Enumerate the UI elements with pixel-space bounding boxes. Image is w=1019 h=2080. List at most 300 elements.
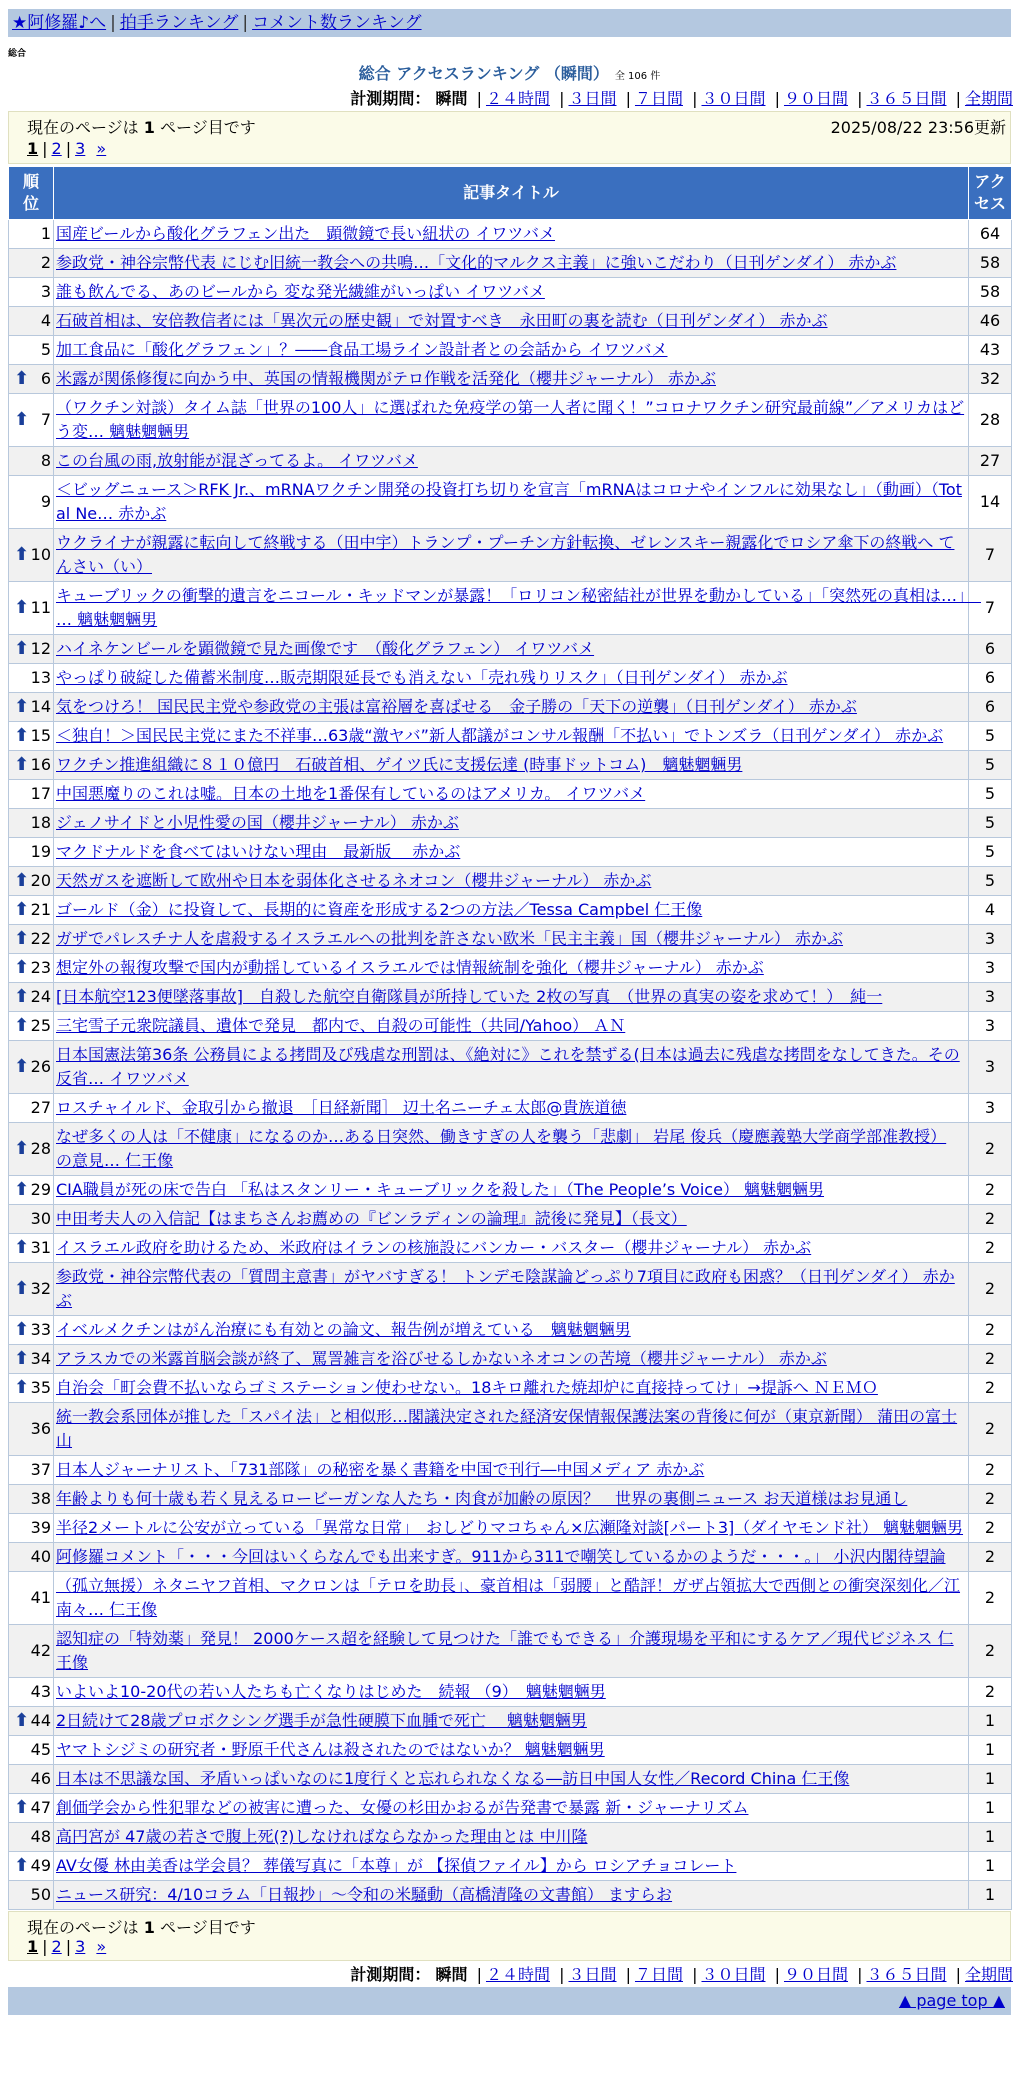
article-title-link[interactable]: 自治会「町会費不払いならゴミステーション使わせない。18キロ離れた焼却炉に直接持ってけ」→提訴へ ＮＥＭＯ bbox=[56, 1378, 878, 1397]
arrow-up-icon: ⬆ bbox=[14, 957, 30, 978]
title-cell bbox=[54, 896, 969, 925]
pagination-bottom: 1 | 2 | 3 » bbox=[27, 1937, 107, 1956]
arrow-up-icon: ⬆ bbox=[14, 409, 30, 430]
rank-number: 36 bbox=[30, 1419, 51, 1438]
article-title-link[interactable]: いよいよ10-20代の若い人たちも亡くなりはじめた 続報 （9） 魑魅魍魎男 bbox=[56, 1682, 606, 1701]
period-label: 計測期間： bbox=[350, 89, 431, 108]
rank-cell bbox=[9, 1123, 54, 1176]
rank-number: 31 bbox=[30, 1238, 51, 1257]
rank-cell bbox=[9, 954, 54, 983]
rank-cell bbox=[9, 1374, 54, 1403]
rank-number: 38 bbox=[30, 1489, 51, 1508]
rank-cell bbox=[9, 635, 54, 664]
period-label-bottom: 計測期間： bbox=[350, 1965, 431, 1984]
title-cell bbox=[54, 1514, 969, 1543]
rank-cell bbox=[9, 1456, 54, 1485]
article-title-link[interactable]: 2日続けて28歳プロボクシング選手が急性硬膜下血腫で死亡 魑魅魍魎男 bbox=[56, 1711, 587, 1730]
period-24h-link-bottom[interactable]: ２４時間 bbox=[485, 1965, 550, 1984]
table-row bbox=[9, 1263, 1012, 1316]
access-count: 2 bbox=[969, 1374, 1012, 1403]
article-title-link[interactable]: マクドナルドを食べてはいけない理由 最新版 赤かぶ bbox=[56, 842, 461, 861]
rank-cell bbox=[9, 925, 54, 954]
period-selector-bottom: 計測期間： 瞬間 | ２４時間 | ３日間 | ７日間 | ３０日間 | ９０日間 | ３６５日間 | 全期間 bbox=[350, 1965, 1013, 1984]
home-link[interactable]: ★阿修羅♪へ bbox=[12, 13, 107, 33]
period-30d-link[interactable]: ３０日間 bbox=[701, 89, 766, 108]
title-cell bbox=[54, 1823, 969, 1852]
period-365d-link-bottom[interactable]: ３６５日間 bbox=[866, 1965, 947, 1984]
period-3d-link-bottom[interactable]: ３日間 bbox=[568, 1965, 617, 1984]
arrow-up-icon: ⬆ bbox=[14, 899, 30, 920]
table-row bbox=[9, 529, 1012, 582]
header-rank: 順位 bbox=[9, 167, 54, 220]
article-title-link[interactable]: 創価学会から性犯罪などの被害に遭った、女優の杉田かおるが告発書で暴露 新・ジャーナリズム bbox=[56, 1798, 749, 1817]
article-title-link[interactable]: 天然ガスを遮断して欧州や日本を弱体化させるネオコン（櫻井ジャーナル） 赤かぶ bbox=[56, 871, 652, 890]
rank-cell bbox=[9, 1625, 54, 1678]
table-row bbox=[9, 722, 1012, 751]
article-title-link[interactable]: ジェノサイドと小児性愛の国（櫻井ジャーナル） 赤かぶ bbox=[56, 813, 459, 832]
access-count: 2 bbox=[969, 1345, 1012, 1374]
access-count: 28 bbox=[969, 394, 1012, 447]
rank-number: 3 bbox=[40, 282, 51, 301]
page-2-link-bottom[interactable]: 2 bbox=[51, 1937, 62, 1956]
arrow-up-icon: ⬆ bbox=[14, 1179, 30, 1200]
title-cell bbox=[54, 954, 969, 983]
next-page-link[interactable]: » bbox=[96, 139, 107, 158]
article-title-link[interactable]: 加工食品に「酸化グラフェン」？――食品工場ライン設計者との会話から イワツバメ bbox=[56, 340, 668, 359]
rank-number: 16 bbox=[30, 755, 51, 774]
title-cell bbox=[54, 529, 969, 582]
rank-cell bbox=[9, 1403, 54, 1456]
rank-number: 45 bbox=[30, 1740, 51, 1759]
access-count: 6 bbox=[969, 635, 1012, 664]
rank-cell bbox=[9, 1707, 54, 1736]
period-7d-link[interactable]: ７日間 bbox=[634, 89, 683, 108]
article-title-link[interactable]: ＜独自！＞国民民主党にまた不祥事…63歳“激ヤバ”新人都議がコンサル報酬「不払い」でトンズラ（日刊ゲンダイ） 赤かぶ bbox=[56, 726, 944, 745]
arrow-up-icon: ⬆ bbox=[14, 1710, 30, 1731]
arrow-up-icon: ⬆ bbox=[14, 1056, 30, 1077]
access-count: 2 bbox=[969, 1205, 1012, 1234]
arrow-up-icon: ⬆ bbox=[14, 638, 30, 659]
arrow-up-icon: ⬆ bbox=[14, 696, 30, 717]
article-title-link[interactable]: ヤマトシジミの研究者・野原千代さんは殺されたのではないか？ 魑魅魍魎男 bbox=[56, 1740, 605, 1759]
rank-cell bbox=[9, 476, 54, 529]
article-title-link[interactable]: AV女優 林由美香は学会員？ 葬儀写真に「本尊」が 【探偵ファイル】から ロシアチョコレート bbox=[56, 1856, 737, 1875]
rank-number: 14 bbox=[30, 697, 51, 716]
title-cell bbox=[54, 1543, 969, 1572]
access-count: 5 bbox=[969, 780, 1012, 809]
rank-cell bbox=[9, 1263, 54, 1316]
rank-number: 19 bbox=[30, 842, 51, 861]
period-365d-link[interactable]: ３６５日間 bbox=[866, 89, 947, 108]
rank-cell bbox=[9, 1234, 54, 1263]
title-cell bbox=[54, 336, 969, 365]
rank-number: 12 bbox=[30, 639, 51, 658]
period-7d-link-bottom[interactable]: ７日間 bbox=[634, 1965, 683, 1984]
rank-number: 21 bbox=[30, 900, 51, 919]
access-count: 2 bbox=[969, 1572, 1012, 1625]
page-top-link[interactable]: ▲ page top ▲ bbox=[898, 1991, 1005, 2010]
title-cell bbox=[54, 1205, 969, 1234]
title-cell bbox=[54, 582, 981, 635]
article-title-link[interactable]: （ワクチン対談）タイム誌「世界の100人」に選ばれた免疫学の第一人者に聞く！”コロナワクチン研究最前線”／アメリカはどう変… 魑魅魍魎男 bbox=[56, 398, 965, 441]
table-row bbox=[9, 1514, 1012, 1543]
page-3-link-bottom[interactable]: 3 bbox=[75, 1937, 86, 1956]
rank-cell bbox=[9, 1765, 54, 1794]
period-all-link-bottom[interactable]: 全期間 bbox=[964, 1965, 1013, 1984]
rank-number: 28 bbox=[30, 1139, 51, 1158]
title-cell bbox=[54, 983, 969, 1012]
rank-cell bbox=[9, 336, 54, 365]
period-90d-link[interactable]: ９０日間 bbox=[783, 89, 848, 108]
table-row bbox=[9, 1852, 1012, 1881]
rank-number: 2 bbox=[40, 253, 51, 272]
access-count: 5 bbox=[969, 751, 1012, 780]
title-cell bbox=[54, 365, 969, 394]
rank-cell bbox=[9, 780, 54, 809]
rank-cell bbox=[9, 1485, 54, 1514]
top-nav-bar bbox=[8, 9, 1011, 37]
table-header-row bbox=[9, 167, 1012, 220]
rank-number: 42 bbox=[30, 1641, 51, 1660]
article-title-link[interactable]: 中田考夫人の入信記【はまちさんお薦めの『ビンラディンの論理』読後に発見】（長文） bbox=[56, 1209, 687, 1228]
period-3d-link[interactable]: ３日間 bbox=[568, 89, 617, 108]
rank-cell bbox=[9, 1881, 54, 1910]
article-title-link[interactable]: 日本国憲法第36条 公務員による拷問及び残虐な刑罰は、《絶対に》これを禁ずる(日本は過去に残虐な拷問をなしてきた。その反省… イワツバメ bbox=[56, 1045, 960, 1088]
access-count: 1 bbox=[969, 1707, 1012, 1736]
table-row bbox=[9, 1736, 1012, 1765]
rank-number: 1 bbox=[40, 224, 51, 243]
rank-cell bbox=[9, 896, 54, 925]
article-title-link[interactable]: ハイネケンビールを顕微鏡で見た画像です （酸化グラフェン） イワツバメ bbox=[56, 639, 595, 658]
title-cell bbox=[54, 447, 969, 476]
rank-number: 24 bbox=[30, 987, 51, 1006]
rank-number: 20 bbox=[30, 871, 51, 890]
rank-number: 40 bbox=[30, 1547, 51, 1566]
rank-cell bbox=[9, 1572, 54, 1625]
access-count: 64 bbox=[969, 220, 1012, 249]
arrow-up-icon: ⬆ bbox=[14, 1377, 30, 1398]
article-title-link[interactable]: キューブリックの衝撃的遺言をニコール・キッドマンが暴露！「ロリコン秘密結社が世界を動かしている」「突然死の真相は…」 … 魑魅魍魎男 bbox=[56, 586, 981, 629]
rank-number: 13 bbox=[30, 668, 51, 687]
updated-timestamp: 2025/08/22 23:56更新 bbox=[830, 118, 1006, 137]
article-title-link[interactable]: イベルメクチンはがん治療にも有効との論文、報告例が増えている 魑魅魍魎男 bbox=[56, 1320, 631, 1339]
title-cell bbox=[54, 1012, 969, 1041]
period-24h-link[interactable]: ２４時間 bbox=[485, 89, 550, 108]
table-row bbox=[9, 1012, 1012, 1041]
paging-box-top bbox=[8, 111, 1011, 164]
rank-number: 10 bbox=[30, 545, 51, 564]
title-cell bbox=[54, 249, 969, 278]
title-cell bbox=[54, 1678, 969, 1707]
arrow-up-icon: ⬆ bbox=[14, 368, 30, 389]
article-title-link[interactable]: 認知症の「特効薬」発見！ 2000ケース超を経験して見つけた「誰でもできる」介護現場を平和にするケア／現代ビジネス 仁王像 bbox=[56, 1629, 954, 1672]
table-row bbox=[9, 1403, 1012, 1456]
table-row bbox=[9, 867, 1012, 896]
arrow-up-icon: ⬆ bbox=[14, 986, 30, 1007]
access-count: 2 bbox=[969, 1176, 1012, 1205]
rank-cell bbox=[9, 1852, 54, 1881]
title-cell bbox=[54, 1176, 969, 1205]
access-count: 14 bbox=[969, 476, 1012, 529]
article-title-link[interactable]: ＜ビッグニュース＞RFK Jr.、mRNAワクチン開発の投資打ち切りを宣言「mRNAはコロナやインフルに効果なし」（動画）（Total Ne… 赤かぶ bbox=[56, 480, 962, 523]
title-cell bbox=[54, 925, 969, 954]
table-row bbox=[9, 1094, 1012, 1123]
rank-cell bbox=[9, 1316, 54, 1345]
arrow-up-icon: ⬆ bbox=[14, 1237, 30, 1258]
table-row bbox=[9, 1123, 1012, 1176]
article-title-link[interactable]: ロスチャイルド、金取引から撤退 ［日経新聞］ 辺土名ニーチェ太郎@貴族道徳 bbox=[56, 1098, 627, 1117]
header-access: アクセス bbox=[969, 167, 1012, 220]
page-current: 1 bbox=[27, 139, 39, 158]
article-title-link[interactable]: ワクチン推進組織に８１０億円 石破首相、ゲイツ氏に支援伝達 (時事ドットコム) 魑魅魍魎男 bbox=[56, 755, 743, 774]
title-cell bbox=[54, 838, 969, 867]
rank-number: 41 bbox=[30, 1588, 51, 1607]
access-count: 6 bbox=[969, 664, 1012, 693]
rank-number: 34 bbox=[30, 1349, 51, 1368]
rank-cell bbox=[9, 867, 54, 896]
access-count: 43 bbox=[969, 336, 1012, 365]
article-title-link[interactable]: 日本人ジャーナリスト、「731部隊」の秘密を暴く書籍を中国で刊行―中国メディア 赤かぶ bbox=[56, 1460, 705, 1479]
access-count: 32 bbox=[969, 365, 1012, 394]
rank-cell bbox=[9, 1205, 54, 1234]
page-current-bottom: 1 bbox=[27, 1937, 39, 1956]
article-title-link[interactable]: イスラエル政府を助けるため、米政府はイランの核施設にバンカー・バスター（櫻井ジャーナル） 赤かぶ bbox=[56, 1238, 812, 1257]
table-row bbox=[9, 925, 1012, 954]
title-cell bbox=[54, 307, 969, 336]
access-count: 4 bbox=[969, 896, 1012, 925]
rank-cell bbox=[9, 365, 54, 394]
table-row bbox=[9, 394, 1012, 447]
title-cell bbox=[54, 1794, 969, 1823]
access-count: 2 bbox=[969, 1485, 1012, 1514]
access-count: 2 bbox=[969, 1316, 1012, 1345]
article-title-link[interactable]: [日本航空123便墜落事故] 自殺した航空自衛隊員が所持していた 2枚の写真 （世界の真実の姿を求めて！） 純一 bbox=[56, 987, 883, 1006]
article-title-link[interactable]: ゴールド（金）に投資して、長期的に資産を形成する2つの方法／Tessa Campbel 仁王像 bbox=[56, 900, 703, 919]
rank-cell bbox=[9, 394, 54, 447]
access-count: 5 bbox=[969, 838, 1012, 867]
arrow-up-icon: ⬆ bbox=[14, 597, 30, 618]
rank-cell bbox=[9, 751, 54, 780]
page-title bbox=[0, 61, 1019, 84]
article-title-link[interactable]: 参政党・神谷宗幣代表の「質問主意書」がヤバすぎる！ トンデモ陰謀論どっぷり7項目に政府も困惑？（日刊ゲンダイ） 赤かぶ bbox=[56, 1267, 955, 1310]
rank-cell bbox=[9, 1514, 54, 1543]
table-row bbox=[9, 307, 1012, 336]
rank-number: 44 bbox=[30, 1711, 51, 1730]
rank-number: 43 bbox=[30, 1682, 51, 1701]
rank-cell bbox=[9, 1736, 54, 1765]
access-count: 2 bbox=[969, 1514, 1012, 1543]
title-cell bbox=[54, 1736, 969, 1765]
table-row bbox=[9, 983, 1012, 1012]
arrow-up-icon: ⬆ bbox=[14, 1319, 30, 1340]
article-title-link[interactable]: 石破首相は、安倍教信者には「異次元の歴史観」で対置すべき 永田町の裏を読む（日刊ゲンダイ） 赤かぶ bbox=[56, 311, 828, 330]
title-cell bbox=[54, 1625, 969, 1678]
title-cell bbox=[54, 780, 969, 809]
arrow-up-icon: ⬆ bbox=[14, 544, 30, 565]
title-cell bbox=[54, 867, 969, 896]
next-page-link-bottom[interactable]: » bbox=[96, 1937, 107, 1956]
period-90d-link-bottom[interactable]: ９０日間 bbox=[783, 1965, 848, 1984]
access-count: 3 bbox=[969, 1041, 1012, 1094]
rank-number: 5 bbox=[40, 340, 51, 359]
title-cell bbox=[54, 1765, 969, 1794]
rank-number: 4 bbox=[40, 311, 51, 330]
article-title-link[interactable]: 米露が関係修復に向かう中、英国の情報機関がテロ作戦を活発化（櫻井ジャーナル） 赤かぶ bbox=[56, 369, 716, 388]
article-title-link[interactable]: 年齢よりも何十歳も若く見えるロービーガンな人たち・肉食が加齢の原因？ 世界の裏側ニュース お天道様はお見通し bbox=[56, 1489, 908, 1508]
access-count: 2 bbox=[969, 1403, 1012, 1456]
access-count: 5 bbox=[969, 722, 1012, 751]
title-cell bbox=[54, 1881, 969, 1910]
ranking-table bbox=[8, 166, 1012, 1910]
rank-cell bbox=[9, 582, 54, 635]
access-count: 3 bbox=[969, 983, 1012, 1012]
article-title-link[interactable]: CIA職員が死の床で告白 「私はスタンリー・キューブリックを殺した」（The People’s Voice） 魑魅魍魎男 bbox=[56, 1180, 825, 1199]
title-cell bbox=[54, 220, 969, 249]
arrow-up-icon: ⬆ bbox=[14, 1348, 30, 1369]
access-count: 2 bbox=[969, 1543, 1012, 1572]
access-count: 3 bbox=[969, 1012, 1012, 1041]
access-count: 2 bbox=[969, 1625, 1012, 1678]
access-count: 2 bbox=[969, 1678, 1012, 1707]
title-cell bbox=[54, 751, 969, 780]
rank-number: 47 bbox=[30, 1798, 51, 1817]
rank-number: 39 bbox=[30, 1518, 51, 1537]
title-cell bbox=[54, 476, 969, 529]
table-row bbox=[9, 1176, 1012, 1205]
article-title-link[interactable]: （孤立無援）ネタニヤフ首相、マクロンは「テロを助長」、豪首相は「弱腰」と酷評！ガザ占領拡大で西側との衝突深刻化／江南々… 仁王像 bbox=[56, 1576, 961, 1619]
title-cell bbox=[54, 1123, 969, 1176]
access-count: 1 bbox=[969, 1881, 1012, 1910]
rank-cell bbox=[9, 1094, 54, 1123]
rank-number: 26 bbox=[30, 1057, 51, 1076]
table-row bbox=[9, 336, 1012, 365]
table-row bbox=[9, 838, 1012, 867]
title-cell bbox=[54, 1234, 969, 1263]
access-count: 3 bbox=[969, 925, 1012, 954]
table-row bbox=[9, 1765, 1012, 1794]
header-title: 記事タイトル bbox=[54, 167, 969, 220]
title-cell bbox=[54, 1707, 969, 1736]
rank-cell bbox=[9, 1012, 54, 1041]
clap-ranking-link[interactable]: 拍手ランキング bbox=[119, 13, 239, 33]
access-count: 7 bbox=[969, 529, 1012, 582]
article-title-link[interactable]: 統一教会系団体が推した「スパイ法」と相似形…閣議決定された経済安保情報保護法案の背後に何が（東京新聞） 蒲田の富士山 bbox=[56, 1407, 958, 1450]
title-cell bbox=[54, 394, 969, 447]
period-selector-top: 計測期間： 瞬間 | ２４時間 | ３日間 | ７日間 | ３０日間 | ９０日間 | ３６５日間 | 全期間 bbox=[350, 89, 1013, 108]
paging-box-bottom bbox=[8, 1911, 1011, 1961]
article-title-link[interactable]: ガザでパレスチナ人を虐殺するイスラエルへの批判を許さない欧米「民主主義」国（櫻井ジャーナル） 赤かぶ bbox=[56, 929, 844, 948]
rank-cell bbox=[9, 1543, 54, 1572]
article-title-link[interactable]: 気をつけろ！ 国民民主党や参政党の主張は富裕層を喜ばせる 金子勝の「天下の逆襲」（日刊ゲンダイ） 赤かぶ bbox=[56, 697, 857, 716]
article-title-link[interactable]: 誰も飲んでる、あのビールから 変な発光繊維がいっぱい イワツバメ bbox=[56, 282, 545, 301]
article-title-link[interactable]: やっぱり破綻した備蓄米制度…販売期限延長でも消えない「売れ残りリスク」（日刊ゲンダイ） 赤かぶ bbox=[56, 668, 788, 687]
rank-cell bbox=[9, 664, 54, 693]
table-row bbox=[9, 1234, 1012, 1263]
access-count: 7 bbox=[969, 582, 1012, 635]
table-row bbox=[9, 447, 1012, 476]
access-count: 58 bbox=[969, 278, 1012, 307]
rank-number: 17 bbox=[30, 784, 51, 803]
arrow-up-icon: ⬆ bbox=[14, 754, 30, 775]
table-row bbox=[9, 249, 1012, 278]
access-count: 1 bbox=[969, 1852, 1012, 1881]
bottom-bar bbox=[8, 1987, 1011, 2015]
page-2-link[interactable]: 2 bbox=[51, 139, 62, 158]
table-row bbox=[9, 896, 1012, 925]
title-cell bbox=[54, 1403, 969, 1456]
table-row bbox=[9, 780, 1012, 809]
rank-number: 30 bbox=[30, 1209, 51, 1228]
rank-number: 6 bbox=[40, 369, 51, 388]
article-title-link[interactable]: 想定外の報復攻撃で国内が動揺しているイスラエルでは情報統制を強化（櫻井ジャーナル） 赤かぶ bbox=[56, 958, 764, 977]
article-title-link[interactable]: ニュース研究：4/10コラム「日報抄」～令和の米騒動（高橋清隆の文書館） ますらお bbox=[56, 1885, 673, 1904]
arrow-up-icon: ⬆ bbox=[14, 870, 30, 891]
access-count: 27 bbox=[969, 447, 1012, 476]
article-title-link[interactable]: ウクライナが親露に転向して終戦する（田中宇）トランプ・プーチン方針転換、ゼレンスキー親露化でロシア傘下の終戦へ てんさい（い） bbox=[56, 533, 955, 576]
comment-ranking-link[interactable]: コメント数ランキング bbox=[252, 13, 422, 33]
rank-cell bbox=[9, 529, 54, 582]
article-title-link[interactable]: 日本は不思議な国、矛盾いっぱいなのに1度行くと忘れられなくなる―訪日中国人女性／Record China 仁王像 bbox=[56, 1769, 850, 1788]
table-row bbox=[9, 1794, 1012, 1823]
table-row bbox=[9, 1678, 1012, 1707]
title-cell bbox=[54, 1572, 969, 1625]
article-title-link[interactable]: 国産ビールから酸化グラフェン出た 顕微鏡で長い紐状の イワツバメ bbox=[56, 224, 556, 243]
table-row bbox=[9, 1572, 1012, 1625]
arrow-up-icon: ⬆ bbox=[14, 725, 30, 746]
nav-separator: | bbox=[110, 13, 116, 33]
article-title-link[interactable]: 中国悪魔りのこれは嘘。日本の土地を1番保有しているのはアメリカ。 イワツバメ bbox=[56, 784, 646, 803]
table-row bbox=[9, 1316, 1012, 1345]
article-title-link[interactable]: アラスカでの米露首脳会談が終了、罵詈雑言を浴びせるしかないネオコンの苦境（櫻井ジャーナル） 赤かぶ bbox=[56, 1349, 827, 1368]
title-cell bbox=[54, 722, 969, 751]
table-row bbox=[9, 1625, 1012, 1678]
period-all-link[interactable]: 全期間 bbox=[964, 89, 1013, 108]
rank-number: 22 bbox=[30, 929, 51, 948]
rank-number: 35 bbox=[30, 1378, 51, 1397]
title-cell bbox=[54, 1852, 969, 1881]
article-title-link[interactable]: この台風の雨,放射能が混ざってるよ。 イワツバメ bbox=[56, 451, 418, 470]
rank-number: 23 bbox=[30, 958, 51, 977]
rank-number: 8 bbox=[40, 451, 51, 470]
access-count: 6 bbox=[969, 693, 1012, 722]
arrow-up-icon: ⬆ bbox=[14, 1278, 30, 1299]
rank-number: 33 bbox=[30, 1320, 51, 1339]
table-row bbox=[9, 751, 1012, 780]
table-row bbox=[9, 1456, 1012, 1485]
article-title-link[interactable]: 三宅雪子元衆院議員、遺体で発見 都内で、自殺の可能性（共同/Yahoo） ＡＮ bbox=[56, 1016, 626, 1035]
article-title-link[interactable]: 阿修羅コメント「・・・今回はいくらなんでも出来すぎ。911から311で嘲笑しているかのようだ・・・。」 小沢内閣待望論 bbox=[56, 1547, 946, 1566]
arrow-up-icon: ⬆ bbox=[14, 1015, 30, 1036]
rank-number: 11 bbox=[30, 598, 51, 617]
period-30d-link-bottom[interactable]: ３０日間 bbox=[701, 1965, 766, 1984]
article-title-link[interactable]: 高円宮が 47歳の若さで腹上死(?)しなければならなかった理由とは 中川隆 bbox=[56, 1827, 588, 1846]
rank-number: 49 bbox=[30, 1856, 51, 1875]
page-3-link[interactable]: 3 bbox=[75, 139, 86, 158]
table-row bbox=[9, 1823, 1012, 1852]
article-title-link[interactable]: なぜ多くの人は「不健康」になるのか…ある日突然、働きすぎの人を襲う「悲劇」 岩尾 俊兵（慶應義塾大学商学部准教授） の意見… 仁王像 bbox=[56, 1127, 947, 1170]
rank-number: 25 bbox=[30, 1016, 51, 1035]
article-title-link[interactable]: 参政党・神谷宗幣代表 にじむ旧統一教会への共鳴…「文化的マルクス主義」に強いこだわり（日刊ゲンダイ） 赤かぶ bbox=[56, 253, 897, 272]
rank-cell bbox=[9, 1823, 54, 1852]
access-count: 2 bbox=[969, 1123, 1012, 1176]
table-row bbox=[9, 1205, 1012, 1234]
rank-number: 18 bbox=[30, 813, 51, 832]
pagination: 1 | 2 | 3 » bbox=[27, 139, 107, 158]
article-title-link[interactable]: 半径2メートルに公安が立っている「異常な日常」 おしどりマコちゃん×広瀬隆対談[パート3]（ダイヤモンド社） 魑魅魍魎男 bbox=[56, 1518, 964, 1537]
current-page-text: 現在のページは 1 ページ目です bbox=[27, 118, 256, 137]
title-cell bbox=[54, 1374, 969, 1403]
access-count: 1 bbox=[969, 1823, 1012, 1852]
